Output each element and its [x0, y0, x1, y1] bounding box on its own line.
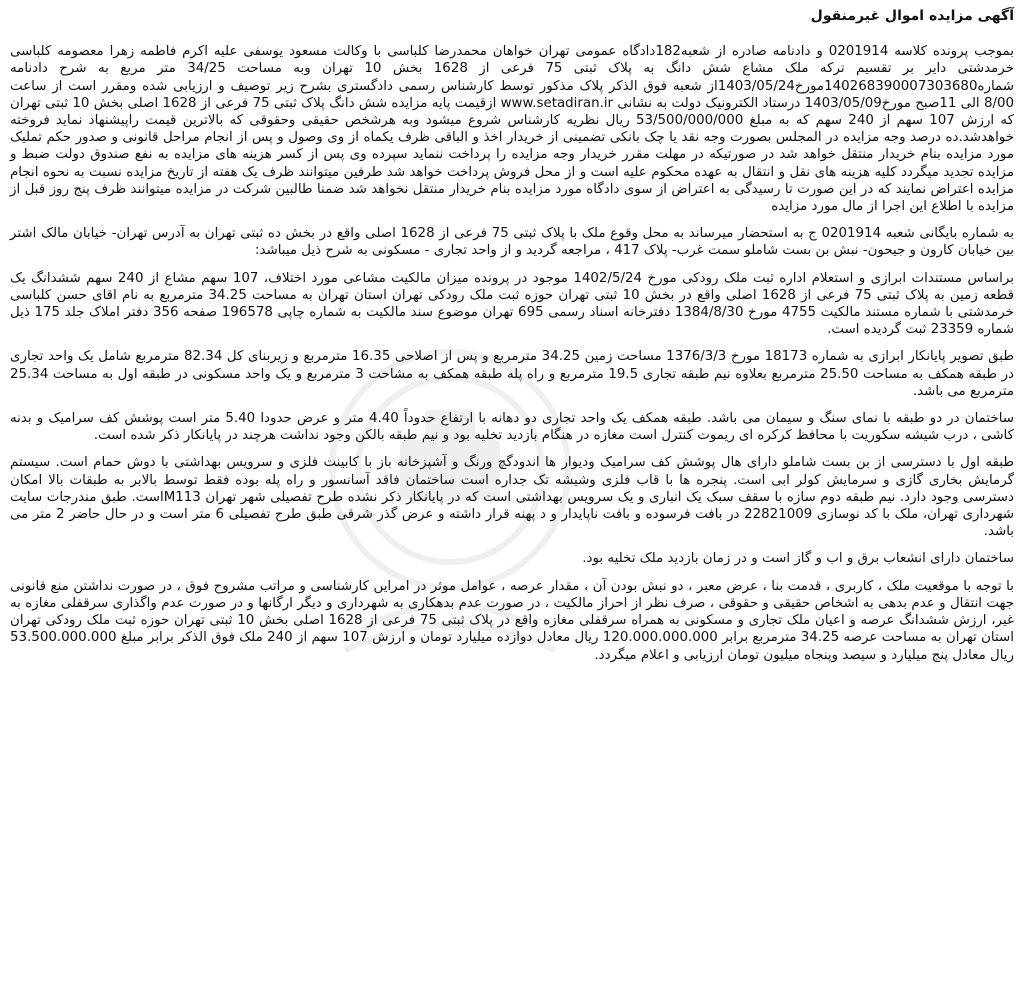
paragraph-ownership: براساس مستندات ابرازی و استعلام اداره ثبت ملک رودکی مورخ 1402/5/24 موجود در پرونده میزان مالکیت مشاعی مورد اختلاف، 107 سهم مشاع از 240 سهم ششدانگ یک قطعه زمین به پلاک ثبتی 75 فرعی از 1628 اصلی واقع در بخش 10 ثبتی تهران حوزه ثبت ملک رودکی تهران استان تهران به مساحت 34.25 مترمربع به نام اقای حسن کلباسی خرمدشتی با شماره مستند مالکیت 4755 مورخ 1384/8/30 دفترخانه اسناد رسمی 695 تهران موضوع سند مالکیت به شماره چاپی 196578 صفحه 356 دفتر املاک جلد 175 ذیل شماره 23359 ثبت گردیده است. [10, 270, 1014, 338]
paragraph-auction-terms: بموجب پرونده کلاسه 0201914 و دادنامه صادره از شعبه182دادگاه عمومی تهران خواهان محمدرضا کلباسی با وکالت مسعود یوسفی علیه اکرم فاطمه زهرا معصومه کلباسی خرمدشتی دایر بر تقسیم ترکه ملک مشاع شش دانگ به پلاک ثبتی 75 فرعی از 1628 بخش 10 تهران وبه مساحت 34/25 متر مربع به شرح دادنامه شماره140268390007303680مورخ1403/05/24از شعبه فوق الذکر پلاک مذکور توسط کارشناس رسمی دادگستری بشرح زیر توصیف و ارزیابی شده ومقرر است از ساعت 8/00 الی 11صبح مورخ1403/05/09 درستاد الکترونیک دولت به نشانی www.setadiran.ir ازقیمت پایه مزایده شش دانگ پلاک ثبتی 75 فرعی از 1628 اصلی بخش 10 ثبتی تهران که ارزش 107 سهم از 240 سهم که به مبلغ 53/500/000/000 ریال نظریه کارشناس شروع میشود وبه هرشخص حقیقی وحقوقی که بالاترین قیمت راپیشنهاد نماید فروخته خواهدشد.ده درصد وجه مزایده در المجلس بصورت وجه نقد یا چک بانکی تضمینی از خریدار اخذ و الباقی ظرف یکماه از وی وصول و پس از انجام مراحل قانونی و صدور حکم تملیک مورد مزایده بنام خریدار منتقل خواهد شد در صورتیکه در مهلت مقرر خریدار وجه مزایده را پرداخت ننماید سپرده وی پس از کسر هزینه های مزایده به نفع صندوق دولت ضبط و مزایده تجدید میگردد کلیه هزینه های نقل و انتقال به عهده محکوم علیه است و از محل فروش پرداخت خواهد شد طرفین میتوانند ظرف یک هفته از تاریخ مزایده نسبت به نحوه انجام مزایده اعتراض نمایند که در این صورت تا رسیدگی به اعتراض از سوی دادگاه مورد مزایده بنام خریدار منتقل نخواهد شد ضمنا طالبین شرکت در مزایده میتوانند ظرف پنج روز قبل از مزایده با اطلاع این اجرا از مال مورد مزایده [10, 44, 1015, 215]
paragraph-ground-floor: ساختمان در دو طبقه با نمای سنگ و سیمان می باشد. طبقه همکف یک واحد تجاری دو دهانه با ارتفاع حدوداً 4.40 متر و عرض حدودا 5.40 متر است پوشش کف سرامیک و بدنه کاشی ، درب شیشه سکوریت با محافظ کرکره ای ریموت کنترل است مغازه در هنگام بازدید تخلیه بود و نیم طبقه بالکن وجود نداشت هرچند در پایانکار ذکر شده است. [10, 411, 1015, 444]
notice-title: آگهی مزایده اموال غیرمنقول [810, 8, 1014, 24]
paragraph-utilities: ساختمان دارای انشعاب برق و اب و گاز است و در زمان بازدید ملک تخلیه بود. [582, 551, 1014, 567]
auction-notice [10, 8, 1014, 674]
paragraph-first-floor: طبقه اول با دسترسی از بن بست شاملو دارای هال پوشش کف سرامیک ودیوار ها اندودگچ ورنگ و آشپزخانه باز با کابینت فلزی و سرویس بهداشتی با دوش حمام است. سیستم گرمایش بخاری گازی و سرمایش کولر ابی است. پنجره ها با قاب فلزی وشیشه تک جداره است ساختمان فاقد آسانسور و راه پله بوده فقط توسط بالابر به طبقات بالا امکان دسترسی وجود دارد. نیم طبقه دوم سازه با سقف سبک یک انباری و یک سرویس بهداشتی است که در پایانکار ذکر نشده طرح تفصیلی شهر تهران M113است. طبق مندرجات سایت شهرداری تهران، ملک با کد نوسازی 22821009 در بافت فرسوده و بافت ناپایدار و د پهنه قرار داشته و عرض گذر شرقی طبق طرح تفصیلی 6 متر است و در حال حاضر 2 متر می باشد. [10, 455, 1014, 540]
paragraph-site-visit: به شماره بایگانی شعبه 0201914 ج به استحضار میرساند به محل وقوع ملک با پلاک ثبتی 75 فرعی از 1628 اصلی واقع در بخش ده ثبتی تهران به آدرس تهران- خیابان مالک اشتر بین خیابان کارون و جیحون- نبش بن بست شاملو سمت غرب- پلاک 417 ، مراجعه گردید و از واحد تجاری - مسکونی به شرح ذیل میباشد: [10, 226, 1014, 259]
paragraph-building-permit: طبق تصویر پایانکار ابرازی به شماره 18173 مورخ 1376/3/3 مساحت زمین 34.25 مترمربع و پس از اصلاحی 16.35 مترمربع و زیربنای کل 82.34 مترمربع شامل یک واحد تجاری در طبقه همکف به مساحت 25.50 مترمربع بعلاوه نیم طبقه تجاری 19.5 مترمربع و راه پله طبقه همکف به مشاحت 3 مترمربع و یک واحد مسکونی در طبقه اول به مساحت 25.34 مترمربع می باشد. [10, 349, 1015, 399]
paragraph-valuation: با توجه با موقعیت ملک ، کاربری ، قدمت بنا ، عرض معبر ، دو نبش بودن آن ، مقدار عرصه ، عوامل موثر در امرایں کارشناسی و مراتب مشروح فوق ، در صورت نداشتن منع قانونی جهت انتقال و عدم بدهی به اشخاص حقیقی و حقوقی ، صرف نظر از احراز مالکیت ، در صورت عدم بدهکاری به شهرداری و دیگر ارگانها و در صورت عدم واگذاری سرقفلی مغازه به غیر، ارزش ششدانگ عرصه و اعیان ملک تجاری و مسکونی به همراه سرقفلی مغازه واقع در پلاک ثبتی 75 فرعی از 1628 اصلی بخش 10 ثبتی تهران حوزه ثبت ملک رودکی تهران استان تهران به مساحت عرصه 34.25 مترمربع برابر 120.000.000.000 ریال معادل دوازده میلیارد تومان و ارزش 107 سهم از 240 ملک فوق الذکر برابر مبلغ 53.500.000.000 ریال معادل پنج میلیارد و سیصد وپنجاه میلیون تومان ارزیابی و اعلام میگردد. [10, 578, 1014, 663]
